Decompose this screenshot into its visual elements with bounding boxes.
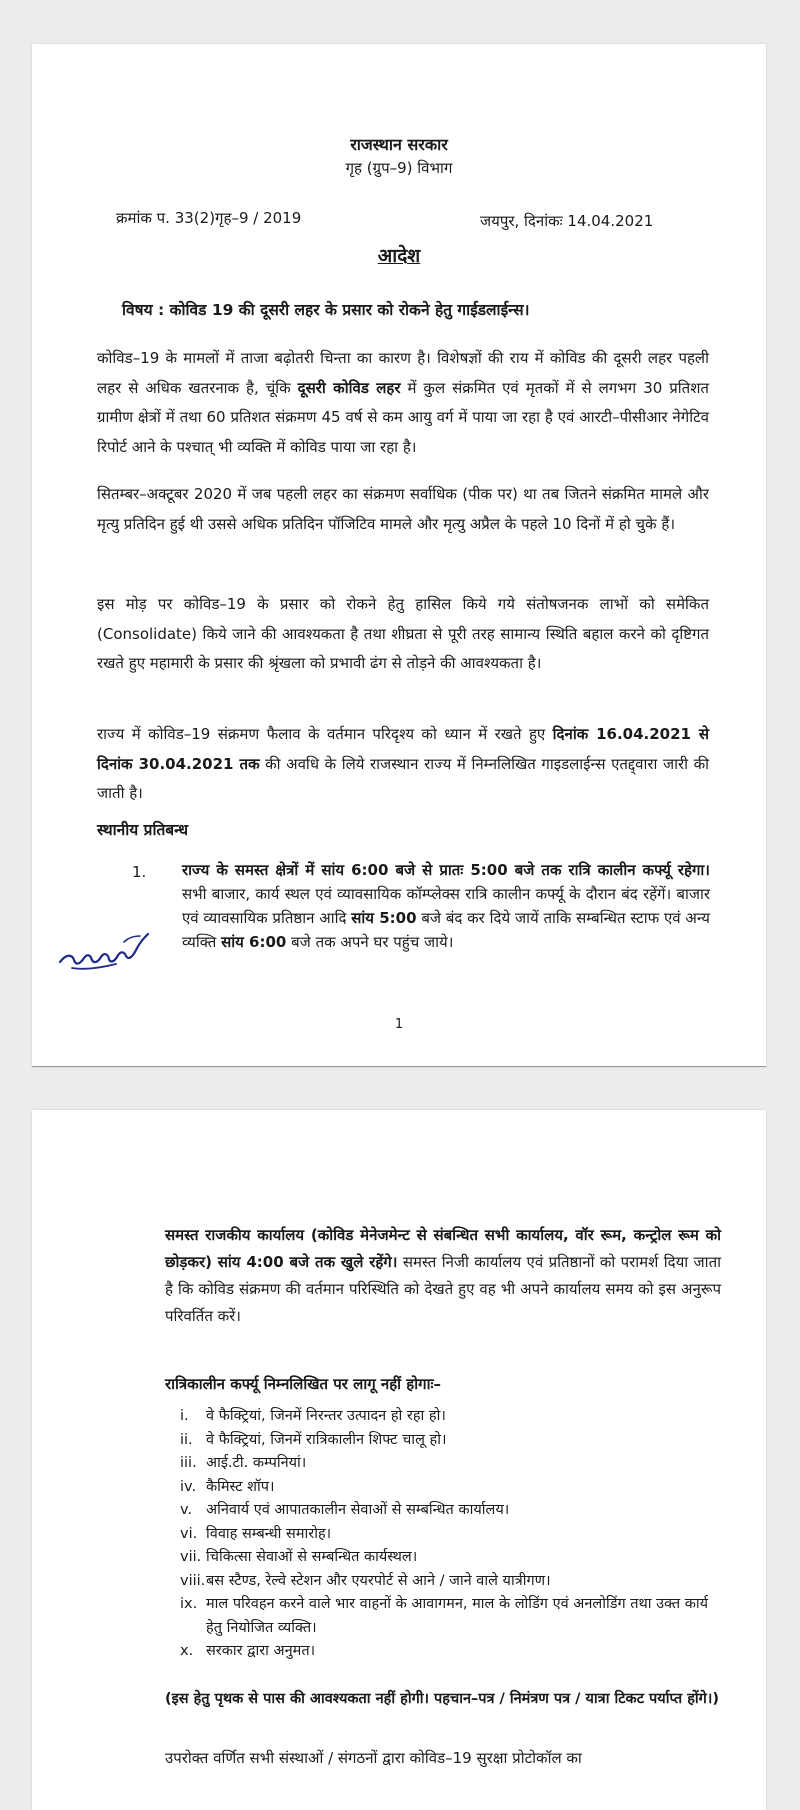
list-item	[180, 1499, 720, 1523]
list-item	[180, 1523, 720, 1547]
list-item	[180, 1452, 720, 1476]
list-item-text: अनिवार्य एवं आपातकालीन सेवाओं से सम्बन्धित कार्यालय।	[206, 1502, 510, 1518]
list-item-number: vii.	[180, 1549, 202, 1565]
paragraph-4: राज्य में कोविड–19 संक्रमण फैलाव के वर्तमान परिदृश्य को ध्यान में रखते हुए दिनांक 16.04.2021 से दिनांक 30.04.2021 तक की अवधि के लिये राजस्थान राज्य में निम्नलिखित गाइडलाईन्स एतद्द्वारा जारी की जाती है।	[97, 725, 709, 802]
pass-note: (इस हेतु पृथक से पास की आवश्यकता नहीं होगी। पहचान–पत्र / निमंत्रण पत्र / यात्रा टिकट पर्याप्त होंगे।)	[165, 1691, 719, 1707]
place-date: जयपुर, दिनांकः 14.04.2021	[480, 212, 654, 230]
list-item	[180, 1546, 720, 1570]
list-item-number: ix.	[180, 1596, 198, 1612]
list-item	[180, 1429, 720, 1453]
item-1-number: 1.	[132, 863, 147, 881]
section-heading: स्थानीय प्रतिबन्ध	[97, 821, 188, 839]
list-item-text: वे फैक्ट्रियां, जिनमें रात्रिकालीन शिफ्ट चालू हो।	[206, 1431, 447, 1448]
list-item	[180, 1405, 720, 1429]
reference-number: क्रमांक प. 33(2)गृह–9 / 2019	[116, 209, 302, 227]
list-item-text: माल परिवहन करने वाले भार वाहनों के आवागमन, माल के लोडिंग एवं अनलोडिंग तथा उक्त कार्य हेतु नियोजित व्यक्ति।	[206, 1596, 709, 1636]
paragraph-1: कोविड–19 के मामलों में ताजा बढ़ोतरी चिन्ता का कारण है। विशेषज्ञों की राय में कोविड की दूसरी लहर पहली लहर से अधिक खतरनाक है, चूंकि दूसरी कोविड लहर में कुल संक्रमित एवं मृतकों में से लगभग 30 प्रतिशत ग्रामीण क्षेत्रों में तथा 60 प्रतिशत संक्रमण 45 वर्ष से कम आयु वर्ग में पाया जा रहा है एवं आरटी–पीसीआर नेगेटिव रिपोर्ट आने के पश्चात् भी व्यक्ति में कोविड पाया जा रहा है।	[97, 349, 709, 456]
list-item	[180, 1640, 720, 1664]
header-title: राजस्थान सरकार	[350, 135, 448, 154]
signature	[54, 924, 154, 979]
list-item-number: ii.	[180, 1431, 193, 1448]
item-1-text: राज्य के समस्त क्षेत्रों में सांय 6:00 बजे से प्रातः 5:00 बजे तक रात्रि कालीन कर्फ्यू रहेगा। सभी बाजार, कार्य स्थल एवं व्यावसायिक कॉम्प्लेक्स रात्रि कालीन कर्फ्यू के दौरान बंद रहेंगें। बाजार एवं व्यावसायिक प्रतिष्ठान आदि सांय 5:00 बजे बंद कर दिये जायें ताकि सम्बन्धित स्टाफ एवं अन्य व्यक्ति सांय 6:00 बजे तक अपने घर पहुंच जाये।	[182, 861, 710, 951]
subject-line: विषय : कोविड 19 की दूसरी लहर के प्रसार को रोकने हेतु गाईडलाईन्स।	[122, 301, 530, 319]
list-item	[180, 1570, 720, 1594]
list-item-text: विवाह सम्बन्धी समारोह।	[206, 1525, 332, 1542]
paragraph-2: सितम्बर–अक्टूबर 2020 में जब पहली लहर का संक्रमण सर्वाधिक (पीक पर) था तब जितने संक्रमित मामले और मृत्यु प्रतिदिन हुई थी उससे अधिक प्रतिदिन पॉजिटिव मामले और मृत्यु अप्रैल के पहले 10 दिनों में हो चुके हैं।	[97, 485, 709, 533]
exemption-heading: रात्रिकालीन कर्फ्यू निम्नलिखित पर लागू नहीं होगाः–	[165, 1375, 441, 1393]
document-page-1	[32, 44, 766, 1067]
list-item-text: सरकार द्वारा अनुमत।	[206, 1643, 316, 1659]
list-item-text: वे फैक्ट्रियां, जिनमें निरन्तर उत्पादन हो रहा हो।	[206, 1408, 446, 1424]
order-title: आदेश	[377, 245, 421, 267]
list-item-number: iii.	[180, 1455, 197, 1471]
list-item-number: v.	[180, 1502, 193, 1518]
list-item	[180, 1593, 720, 1640]
list-item-number: x.	[180, 1643, 194, 1659]
list-item-text: चिकित्सा सेवाओं से सम्बन्धित कार्यस्थल।	[206, 1549, 418, 1565]
page-number: 1	[394, 1017, 404, 1032]
exemption-list	[180, 1405, 720, 1664]
list-item-number: iv.	[180, 1478, 197, 1495]
office-hours-paragraph: समस्त राजकीय कार्यालय (कोविड मेनेजमेन्ट से संबन्धित सभी कार्यालय, वॉर रूम, कन्ट्रोल रूम को छोड़कर) सांय 4:00 बजे तक खुले रहेंगे। समस्त निजी कार्यालय एवं प्रतिष्ठानों को परामर्श दिया जाता है कि कोविड संक्रमण की वर्तमान परिस्थिति को देखते हुए वह भी अपने कार्यालय समय को इस अनुरूप परिवर्तित करें।	[165, 1226, 721, 1325]
list-item-text: आई.टी. कम्पनियां।	[206, 1455, 307, 1471]
paragraph-3: इस मोड़ पर कोविड–19 के प्रसार को रोकने हेतु हासिल किये गये संतोषजनक लाभों को समेकित (Consolidate) किये जाने की आवश्यकता है तथा शीघ्रता से पूरी तरह सामान्य स्थिति बहाल करने को दृष्टिगत रखते हुए महामारी के प्रसार की श्रृंखला को प्रभावी ढंग से तोड़ने की आवश्यकता है।	[97, 595, 709, 672]
last-paragraph: उपरोक्त वर्णित सभी संस्थाओं / संगठनों द्वारा कोविड–19 सुरक्षा प्रोटोकॉल का	[165, 1749, 582, 1767]
list-item-number: vi.	[180, 1525, 198, 1542]
list-item-text: बस स्टैण्ड, रेल्वे स्टेशन और एयरपोर्ट से आने / जाने वाले यात्रीगण।	[206, 1572, 551, 1589]
list-item-text: कैमिस्ट शॉप।	[206, 1478, 275, 1495]
document-page-2	[32, 1110, 766, 1810]
list-item-number: i.	[180, 1408, 189, 1424]
list-item-number: viii.	[180, 1572, 206, 1589]
header-dept: गृह (ग्रुप–9) विभाग	[345, 159, 453, 177]
list-item	[180, 1476, 720, 1500]
